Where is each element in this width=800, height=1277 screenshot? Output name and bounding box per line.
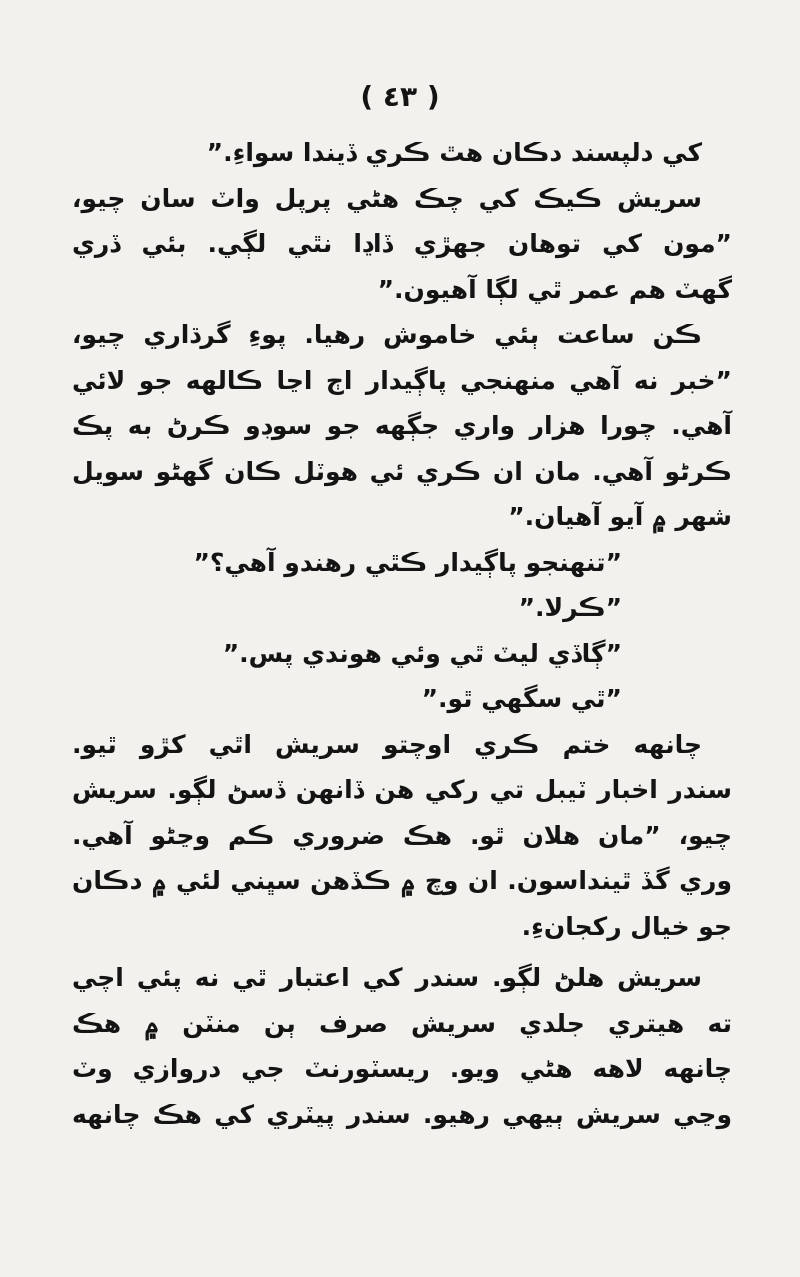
text-line: گهٽ هم عمر ٿي لڳا آهيون.” — [377, 274, 732, 304]
text-line: کي دلپسند دڪان هٿ ڪري ڏيندا سواءِ.” — [206, 138, 702, 167]
text-line: سريش ڪيڪ کي چڪ هڻي پرپل واٽ سان چيو، — [72, 183, 702, 213]
text-line: سندر اخبار ٽيبل تي رکي هن ڏانهن ڏسڻ لڳو. سريش — [72, 775, 732, 804]
text-line: وري گڏ ٿينداسون. ان وچ ۾ ڪڏهن سڀني لئي ۾ دڪان — [72, 866, 732, 895]
text-line: شهر ۾ آيو آهيان.” — [508, 502, 732, 531]
dialogue-line: ”ٿي سگهي ٿو.” — [421, 684, 622, 713]
page-number: ( ٤٣ ) — [360, 80, 440, 113]
text-line: چيو، ”مان هلان ٿو. هڪ ضروري ڪم وڃڻو آهي. — [72, 820, 732, 850]
text-line: ته هيتري جلدي سريش صرف ٻن منٽن ۾ هڪ — [72, 1008, 732, 1038]
text-line: جو خيال رکجانءِ. — [521, 911, 732, 941]
text-line: سريش هلڻ لڳو. سندر کي اعتبار ٿي نه پئي اچي — [72, 963, 702, 992]
text-line: ڪن ساعت ٻئي خاموش رهيا. پوءِ گرڌاري چيو، — [72, 320, 702, 349]
text-line: ڪرڻو آهي. مان ان ڪري ئي هوٽل ڪان گهڻو سويل — [72, 456, 732, 486]
text-line: وڃي سريش ٻيهي رهيو. سندر پيٽري کي هڪ چانهه — [72, 1099, 732, 1129]
dialogue-line: ”ڪرلا.” — [518, 593, 622, 622]
text-line: چانهه ختم ڪري اوچتو سريش اٿي کڙو ٿيو. — [72, 729, 702, 759]
text-line: آهي. چورا هزار واري جڳهه جو سوڊو ڪرڻ به پڪ — [72, 411, 732, 440]
text-line: ”مون کي توهان جهڙي ڏاڍا نٿي لڳي. بئي ڏري — [72, 229, 732, 258]
body-text — [72, 130, 732, 1137]
text-line: چانهه لاهه هڻي ويو. ريسٽورنٽ جي دروازي وٽ — [72, 1054, 732, 1083]
dialogue-line: ”تنهنجو پاڳيدار ڪٿي رهندو آهي؟” — [193, 547, 622, 577]
dialogue-line: ”ڳاڏي ليٽ ٿي وئي هوندي پس.” — [222, 638, 622, 668]
text-line: ”خبر نه آهي منهنجي پاڳيدار اڄ اڃا ڪالهه جو لائي — [72, 365, 732, 395]
